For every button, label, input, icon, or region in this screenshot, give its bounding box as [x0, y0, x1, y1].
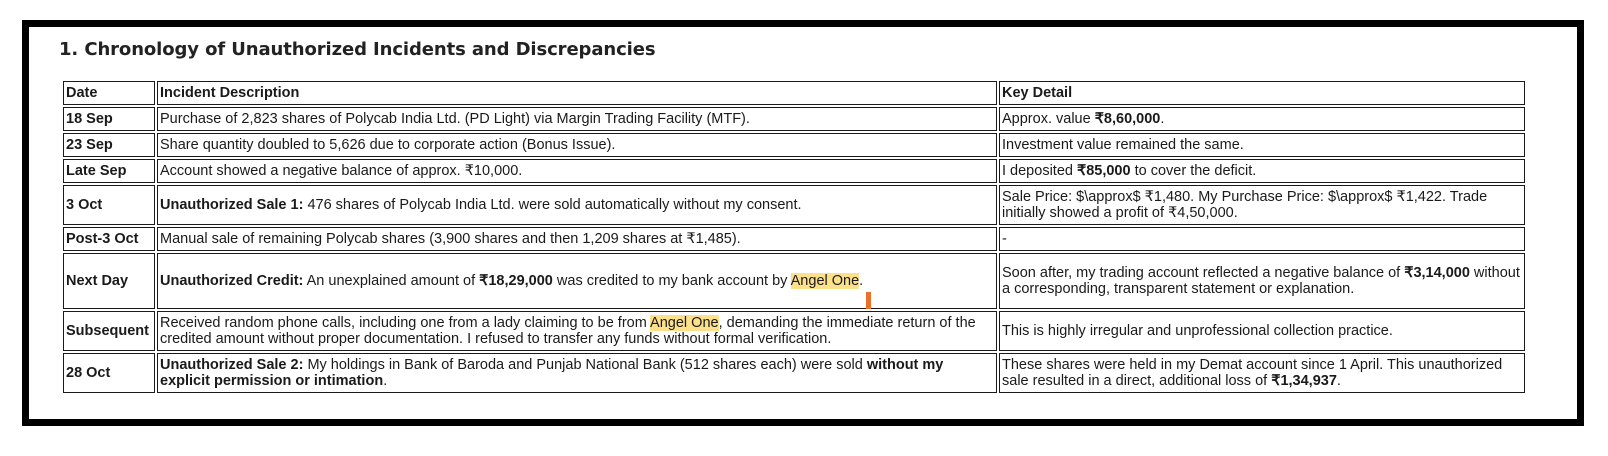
text-run: Purchase of 2,823 shares of Polycab India Ltd. (PD Light) via Margin Trading Facility (MTF).: [160, 111, 750, 127]
table-row: [63, 353, 1525, 393]
section-heading: 1. Chronology of Unauthorized Incidents and Discrepancies: [59, 39, 656, 60]
bold-text: ₹18,29,000: [479, 273, 553, 289]
text-run: This is highly irregular and unprofessional collection practice.: [1002, 323, 1393, 339]
row-date: Post-3 Oct: [63, 227, 155, 251]
row-key-detail: [999, 133, 1525, 157]
bold-text: Unauthorized Sale 2:: [160, 357, 304, 373]
text-run: 476 shares of Polycab India Ltd. were sold automatically without my consent.: [303, 197, 802, 213]
table-row: [63, 107, 1525, 131]
text-run: Sale Price: $\approx$ ₹1,480. My Purchase Price: $\approx$ ₹1,422. Trade initially showed a profit of ₹4,50,000.: [1002, 189, 1488, 221]
row-description: [157, 253, 997, 309]
row-description: [157, 133, 997, 157]
text-run: .: [1160, 111, 1165, 127]
text-run: Manual sale of remaining Polycab shares (3,900 shares and then 1,209 shares at ₹1,485).: [160, 231, 741, 247]
row-description: [157, 227, 997, 251]
table-row: [63, 311, 1525, 351]
table-row: [63, 227, 1525, 251]
text-run: .: [859, 273, 864, 289]
text-run: to cover the deficit.: [1130, 163, 1257, 179]
row-date: 28 Oct: [63, 353, 155, 393]
row-date: Late Sep: [63, 159, 155, 183]
row-description: [157, 107, 997, 131]
row-date: 3 Oct: [63, 185, 155, 225]
bold-text: without my explicit permission or intimation: [160, 357, 944, 389]
table-row: [63, 133, 1525, 157]
row-key-detail: [999, 353, 1525, 393]
row-date: 18 Sep: [63, 107, 155, 131]
text-run: I deposited: [1002, 163, 1077, 179]
bold-text: ₹3,14,000: [1404, 265, 1470, 281]
row-key-detail: [999, 253, 1525, 309]
text-run: .: [383, 373, 388, 389]
row-key-detail: [999, 227, 1525, 251]
text-run: Account showed a negative balance of approx. ₹10,000.: [160, 163, 523, 179]
row-date: Subsequent: [63, 311, 155, 351]
row-date: Next Day: [63, 253, 155, 309]
table-header-row: [63, 81, 1525, 105]
text-run: Approx. value: [1002, 111, 1095, 127]
highlighted-text: Angel One: [790, 273, 860, 289]
document-frame: [22, 20, 1584, 426]
text-run: without a corresponding, transparent statement or explanation.: [1002, 265, 1520, 297]
header-key-detail: Key Detail: [999, 81, 1525, 105]
bold-text: Unauthorized Sale 1:: [160, 197, 304, 213]
row-description: [157, 311, 997, 351]
text-run: Received random phone calls, including one from a lady claiming to be from: [160, 315, 651, 331]
row-description: [157, 353, 997, 393]
bold-text: ₹1,34,937: [1271, 373, 1337, 389]
row-key-detail: [999, 311, 1525, 351]
bold-text: Unauthorized Credit:: [160, 273, 304, 289]
header-incident-description: Incident Description: [157, 81, 997, 105]
header-date: Date: [63, 81, 155, 105]
table-row: [63, 185, 1525, 225]
text-run: Share quantity doubled to 5,626 due to corporate action (Bonus Issue).: [160, 137, 616, 153]
text-run: An unexplained amount of: [303, 273, 480, 289]
row-description: [157, 185, 997, 225]
table-row: [63, 159, 1525, 183]
row-date: 23 Sep: [63, 133, 155, 157]
text-cursor-marker: [866, 292, 871, 309]
text-run: was credited to my bank account by: [552, 273, 791, 289]
text-run: Investment value remained the same.: [1002, 137, 1244, 153]
row-description: [157, 159, 997, 183]
row-key-detail: [999, 185, 1525, 225]
row-key-detail: [999, 107, 1525, 131]
text-run: .: [1336, 373, 1341, 389]
bold-text: ₹85,000: [1076, 163, 1131, 179]
text-run: Soon after, my trading account reflected a negative balance of: [1002, 265, 1405, 281]
text-run: , demanding the immediate return of the credited amount without proper documentation. I refused to transfer any funds without formal verification.: [160, 315, 976, 347]
bold-text: ₹8,60,000: [1094, 111, 1161, 127]
row-key-detail: [999, 159, 1525, 183]
text-run: My holdings in Bank of Baroda and Punjab National Bank (512 shares each) were sold: [303, 357, 867, 373]
table-row: [63, 253, 1525, 309]
text-run: -: [1002, 231, 1007, 247]
highlighted-text: Angel One: [650, 315, 719, 331]
text-run: These shares were held in my Demat account since 1 April. This unauthorized sale resulted in a direct, additional loss of: [1002, 357, 1503, 389]
chronology-table: [61, 79, 1527, 395]
